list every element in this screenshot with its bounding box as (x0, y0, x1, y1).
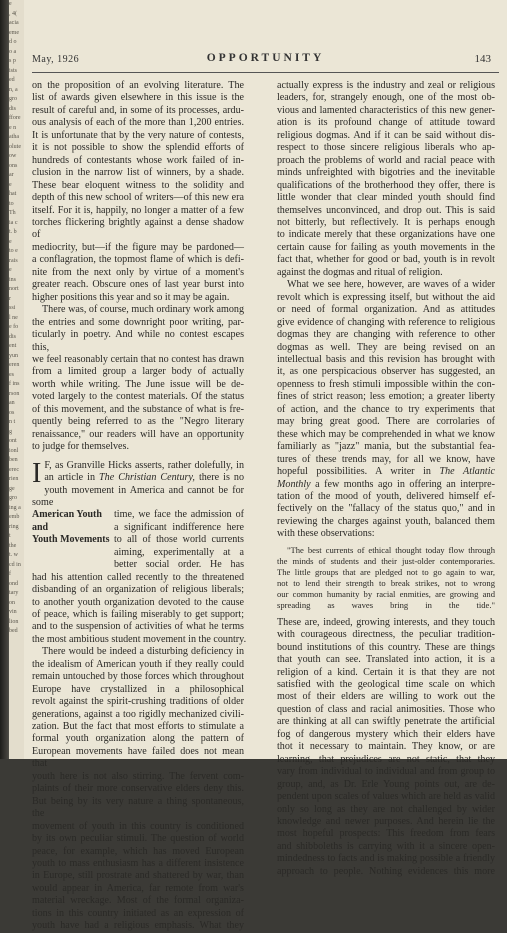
text-line: to another youth organization devoted to the cause (32, 596, 244, 608)
text-line: remain untouched by those forces which throughout (32, 671, 244, 683)
facing-page-fragment: s p (9, 58, 16, 64)
text-line: only so long as they are not challenged by wider (277, 803, 495, 815)
text-line: depth of this new school of writers—of this new era (32, 192, 244, 204)
facing-page-fragment: ent (9, 343, 17, 349)
facing-page-fragment: e (9, 181, 12, 188)
text-line: satisfied with the geological time scale on which (277, 679, 495, 691)
text-line: with these observations: (277, 528, 375, 540)
text-line: themselves unconvinced, and drop out. This is said (277, 204, 495, 216)
running-head (32, 52, 499, 68)
block-quote (277, 545, 495, 611)
text-line: These are, indeed, growing interests, and they touch (277, 616, 495, 628)
paragraph-youth-movement (32, 646, 244, 932)
text-line: These bear eloquent witness to the solidity and (32, 179, 244, 191)
facing-page-fragment: ar (9, 172, 14, 178)
text-line: we feel reasonably certain that no contest has drawn (32, 353, 244, 365)
text-line: tures of these trends may, for all we know, have (277, 453, 495, 465)
text-line: dogmas they are changing with reference to other (277, 329, 495, 341)
text-line: fog of dangerous mystery which their elders have (277, 728, 495, 740)
facing-page-fragment: t (9, 533, 11, 539)
text-line: zation. But the fact that most efforts to stimulate a (32, 721, 244, 733)
facing-page-fragment: d o (9, 39, 17, 45)
facing-page-fragment: t. b (9, 229, 17, 235)
text-line: disbanding of an organization of religious liberals; (32, 584, 244, 596)
facing-page-fragment: ed (9, 77, 15, 83)
text-line: the idealism of American youth if they really could (32, 658, 244, 670)
text-line: F, as Granville Hicks asserts, rather dolefully, in (44, 459, 244, 471)
text-line: not to lend their strength to break strikes, not to wrong (277, 577, 495, 588)
text-line: fectively on the "fallacy of the status quo," and in (277, 503, 495, 515)
text-line: vary from individual to individual and from group to (277, 766, 495, 778)
text-line: respect to those sincere religious liberals who ap- (277, 142, 495, 154)
text-line: youth have had a religious emphasis. What they (32, 920, 244, 932)
facing-page-fragment: n t (9, 419, 16, 425)
text-line: nite from the next only by virtue of a moment's (32, 266, 244, 278)
text-line: an article in The Christian Century, there is no (44, 472, 245, 484)
facing-page-fragment: r (9, 295, 11, 302)
text-line: religion of a kind. Certain it is that they are not (277, 666, 495, 678)
facing-page-fragment: emb (9, 514, 20, 520)
facing-page-fragment: ists (9, 67, 18, 74)
facing-page-fragment: g (9, 428, 12, 435)
text-line: generations, against a too rigidly mechanized civili- (32, 708, 244, 720)
text-line: ation is its profound change of attitude toward (277, 117, 495, 129)
text-line: that youth can see. Translated into action, it is a (277, 654, 495, 666)
text-line: clusion in the narrow list of winners, by a shade. (32, 167, 244, 179)
facing-page-fragment: gro (9, 96, 17, 102)
text-line: actually express is the industry and zeal or religious (277, 80, 495, 91)
facing-page-fragment: ons (9, 162, 18, 169)
facing-page-fragment: nort (9, 286, 19, 292)
text-line: tions in this country initiated as an expression of (32, 907, 244, 919)
issue-date: May, 1926 (32, 54, 80, 65)
facing-page-fragment: an (9, 400, 15, 406)
text-line: ous analysis of each of the more than 1,200 entries. (32, 117, 244, 129)
facing-page-fragment: vin (9, 609, 17, 615)
text-line: little wonder that clear minded youth should find (277, 192, 495, 204)
text-line: spreading as waves bring in the tide." (277, 599, 495, 610)
text-line: youth here is not also stirring. The fervent com- (32, 770, 244, 782)
text-line: There was, of course, much ordinary work among (42, 304, 244, 316)
text-line: openness to fresh stimuli impossible within the con- (277, 378, 495, 390)
text-line: bound institutions of this country. These are things (277, 641, 495, 653)
facing-page-fragment: Th (9, 210, 16, 216)
facing-page-fragment: ow (9, 153, 17, 159)
text-line: qualifications of the brotherhood they offer, there is (277, 179, 495, 191)
facing-page-fragment: lion (9, 618, 19, 625)
text-line: it, as one perspicacious observer has suggested, an (277, 366, 495, 378)
facing-page-fragment: f (9, 571, 11, 577)
text-line: torches flickering brightly against a dense shadow of (32, 216, 244, 241)
text-line: the entries and some downright poor writing, par- (32, 316, 244, 328)
text-line: But being by its very nature a thing spontaneous, the (32, 795, 244, 820)
side-head-line: Youth Movements (32, 534, 110, 546)
text-line: revolt against the spirit-crushing traditions of older (32, 696, 244, 708)
text-line: learning, that prejudices are not static, that they (277, 753, 495, 765)
facing-page-fragment: t. w (9, 552, 18, 558)
facing-page-fragment: ond (9, 580, 18, 587)
magazine-page (24, 0, 507, 932)
text-line: had his attention called recently to the threatened (32, 571, 244, 583)
text-line: these which may be comprehended in what we know (277, 428, 495, 440)
facing-page-fragment: dis (9, 105, 17, 112)
facing-page-fragment: ben (9, 457, 18, 463)
text-line: Monthly a few months ago in offering an interpre- (277, 478, 495, 490)
facing-page-fragment: ia c (9, 219, 18, 226)
header-rule (32, 72, 499, 73)
text-line: not bitterly, but reflectively. It is perhaps enough (277, 216, 495, 228)
facing-page-fragment: the (9, 542, 17, 549)
text-line: are thinking at all can swiftly penetrate the artificial (277, 716, 495, 728)
text-line: question of class and racial animosities. Those who (277, 703, 495, 715)
paragraph-interests (277, 617, 495, 879)
text-line: of peace, which is failing miserably to get support; (32, 608, 244, 620)
text-line: higher positions this year and so it may be again. (32, 291, 230, 303)
text-line: There would be indeed a disturbing deficiency in (42, 646, 244, 658)
facing-page-fragment: e n (9, 124, 17, 131)
text-line: ticularly in poetry. And while no contest escapes this, (32, 329, 244, 353)
side-head-line: American Youth (32, 509, 102, 521)
text-line: voted largely to the contest materials. Of the status (32, 391, 244, 403)
facing-page-fragment: ring (9, 523, 19, 530)
side-head-line: and (32, 521, 49, 533)
paragraph-youth-intro (32, 457, 247, 647)
text-line: material wreckage. Most of the formal organiza- (32, 895, 244, 907)
text-line: against the dogmas and ritual of religion. (277, 266, 443, 278)
text-line: It is unfortunate that by the very nature of contests, (32, 129, 244, 141)
text-line: mindedness to facts and is making possible a friendly (277, 853, 495, 865)
text-line: youth to mass enthusiasm has a different insistence (32, 858, 244, 870)
facing-page-fragment: tary (9, 590, 19, 596)
text-line: would appear in America, far remote from war's (32, 882, 244, 894)
facing-page-fragment: acia (9, 20, 19, 26)
text-line: or need of formal organization. And as attitudes (277, 304, 495, 316)
text-line: in Europe, still prostrate and shattered by war, than (32, 870, 244, 882)
text-line: revolt which is expressing itself, but without the aid (277, 291, 495, 303)
facing-page-fragment: erec (9, 466, 19, 473)
facing-page-fragment: ins (9, 276, 17, 283)
text-line: youth movement in America and cannot be for some (32, 484, 244, 508)
paragraph-contest-1 (32, 80, 244, 304)
facing-page-fragment: l ne (9, 314, 18, 321)
publication-title: The Christian Century, (99, 472, 195, 484)
magazine-title: OPPORTUNITY (206, 52, 325, 64)
text-line: vious and lamented characteristics of this new gener- (277, 104, 495, 116)
text-line: reviewing the charges against youth, balanced them (277, 515, 495, 527)
text-line: hopeful possibilities. A writer in The Atlantic (277, 466, 495, 478)
text-line: may bring great good. There are corrolaries of (277, 416, 495, 428)
facing-page-fragment: f ins (9, 381, 20, 387)
text-line: certain cause for failing as youth movements in the (277, 241, 495, 253)
text-line: religious dogmas. And if it can be said without dis- (277, 129, 495, 141)
right-column (277, 80, 495, 878)
facing-page-fragment: gro (9, 495, 17, 501)
text-line: approach to people. Nothing evidences this more (277, 865, 495, 877)
text-line: of this movement, and the substance of what is fre- (32, 403, 244, 415)
facing-page-fragment: e fo (9, 324, 19, 330)
facing-page-fragment: rais (9, 257, 18, 264)
facing-page-fragment: rson (9, 390, 20, 397)
text-line: renaissance," our readers will have an opportunity (32, 428, 244, 440)
text-line: worth while writing. The June issue will be de- (32, 378, 244, 390)
facing-page-fragment: es (9, 371, 14, 378)
text-line: fines of strict reason; less emotion; a greater liberty (277, 391, 495, 403)
facing-page-fragment: atha (9, 134, 19, 140)
facing-page-fragment: ffore (9, 115, 21, 121)
facing-page-fragment: os (9, 409, 15, 416)
facing-page-fragment: bed (9, 628, 18, 634)
text-line: European movements have failed does not mean that (32, 745, 244, 770)
facing-page-fragment: yun (9, 352, 18, 359)
facing-page-fragment: cd in (9, 561, 21, 568)
text-line: movement of youth in this country is conditioned (32, 820, 244, 832)
text-line: the most ambitious student movement in the country. (32, 633, 247, 645)
facing-page-fragment: ont (9, 438, 17, 444)
text-line: familiarly as "jazz" mania, but the substantial fea- (277, 441, 495, 453)
text-line: and to the suspension of activities of what he terms (32, 621, 244, 633)
text-line: our common humanity by racial enmities, are growing and (277, 588, 495, 599)
text-line: the minds of students and their just-older contemporaries. (277, 555, 495, 566)
facing-page-fragment: on (9, 599, 15, 606)
text-line: fact that, whether for good or bad, youth is in revolt (277, 254, 495, 266)
text-line: on the proposition of an evolving literature. The (32, 80, 244, 91)
text-line: pendent upon scales of values which are held as valid (277, 791, 495, 803)
text-line: tation of the mood of youth, delivered himself ef- (277, 490, 495, 502)
text-line: group, and, as Dr. Erle Young points out, are de- (277, 778, 495, 790)
page-number: 143 (474, 53, 491, 65)
facing-page-fragment: dis (9, 333, 17, 340)
facing-page-fragment: rien (9, 476, 19, 482)
paragraph-revolt (277, 279, 495, 541)
text-line: it is not possible to show the splendid efforts of (32, 142, 244, 154)
text-line: to indicate merely that these organizations have one (277, 229, 495, 241)
drop-cap: I (32, 457, 42, 489)
facing-page-fragment: e (9, 238, 12, 245)
text-line: Europe have crystallized in a philosophical (32, 683, 244, 695)
facing-page-fragment: ssi (9, 305, 16, 311)
facing-page-fragment: olute (9, 143, 21, 150)
text-line: give evidence of changing with reference to religious (277, 316, 495, 328)
publication-title: Monthly (277, 478, 311, 490)
text-line: quently being referred to as the "Negro literary (32, 416, 244, 428)
text-line: result of careful and, in some of its processes, ardu- (32, 104, 244, 116)
text-line: from a limited group a larger body of actually (32, 366, 244, 378)
text-line: leaders, for, strangely enough, one of the most ob- (277, 92, 495, 104)
text-line: plaints of their more conservative elders deny this. (32, 783, 244, 795)
text-line: formal youth organization along the pattern of (32, 733, 244, 745)
text-line: dogmas as well. They are being revised on an (277, 341, 495, 353)
facing-page-fragment: to (9, 200, 14, 207)
publication-title: The Atlantic (439, 466, 495, 478)
text-line: knowledge and newer purposes. And herein lie the (277, 816, 495, 828)
text-line: greater reach. Obscure ones of last year burst into (32, 279, 244, 291)
text-line: mediocrity, but—if the figure may be pardoned— (32, 241, 244, 253)
text-line: peace, for example, which has moved European (32, 845, 244, 857)
facing-page-fragment: hat (9, 191, 17, 197)
facing-page-fragment: o a (9, 48, 17, 55)
facing-page-fragment: e (9, 1, 12, 7)
facing-page-fragment: , 4( (9, 10, 17, 17)
text-line: list of awards given elsewhere in this issue is the (32, 92, 244, 104)
facing-page-fragment: n, a (9, 86, 18, 93)
side-head-block: American Youth time, we face the admission of and a significant indifference here Youth Movements to all of those world currents aiming, experimentally at a better social order. He has (32, 509, 244, 571)
facing-page-fragment: e (9, 267, 12, 273)
facing-page-fragment: ge (9, 485, 15, 492)
text-line: a conflagration, the topmost flame of which is defi- (32, 254, 244, 266)
text-line: intellectual basis and this revision has brought with (277, 353, 495, 365)
text-line: with courageous directness, the peculiar tradition- (277, 629, 495, 641)
facing-page-fragment: to e (9, 248, 18, 254)
text-line: by its own peculiar stimuli. The question of world (32, 833, 244, 845)
facing-page-fragment: ionl (9, 447, 19, 454)
text-line: of action, and the chance to try experiments that (277, 403, 495, 415)
left-column (32, 80, 247, 933)
text-line: and shibboleths is carrying with it a sincere open- (277, 840, 495, 852)
text-line: "The best currents of ethical thought today flow through (287, 544, 495, 555)
text-line: itself. For it is, happily, no longer a matter of a few (32, 204, 244, 216)
facing-page-fragment: eme (9, 29, 19, 36)
text-line: The little groups that are pledged not to go again to war, (277, 566, 495, 577)
text-line: minds unfreighted with bigotries and the inevitable (277, 167, 495, 179)
text-line: most of their elders are willing to work out the (277, 691, 495, 703)
facing-page-fragment: eren (9, 362, 20, 368)
text-line: thot it necessary to maintain. They know, or are (277, 741, 495, 753)
text-line: hundreds of contestants whose work failed of in- (32, 154, 244, 166)
text-line: to judge for themselves. (32, 441, 129, 453)
paragraph-contest-2 (32, 304, 244, 453)
text-line: proach the problems of world and racial peace with (277, 154, 495, 166)
text-line: What we see here, however, are waves of a wider (287, 279, 495, 291)
text-line: most hopeful prospects: This freedom from fears (277, 828, 495, 840)
paragraph-religion (277, 80, 495, 279)
facing-page-fragment: ing a (9, 504, 21, 511)
